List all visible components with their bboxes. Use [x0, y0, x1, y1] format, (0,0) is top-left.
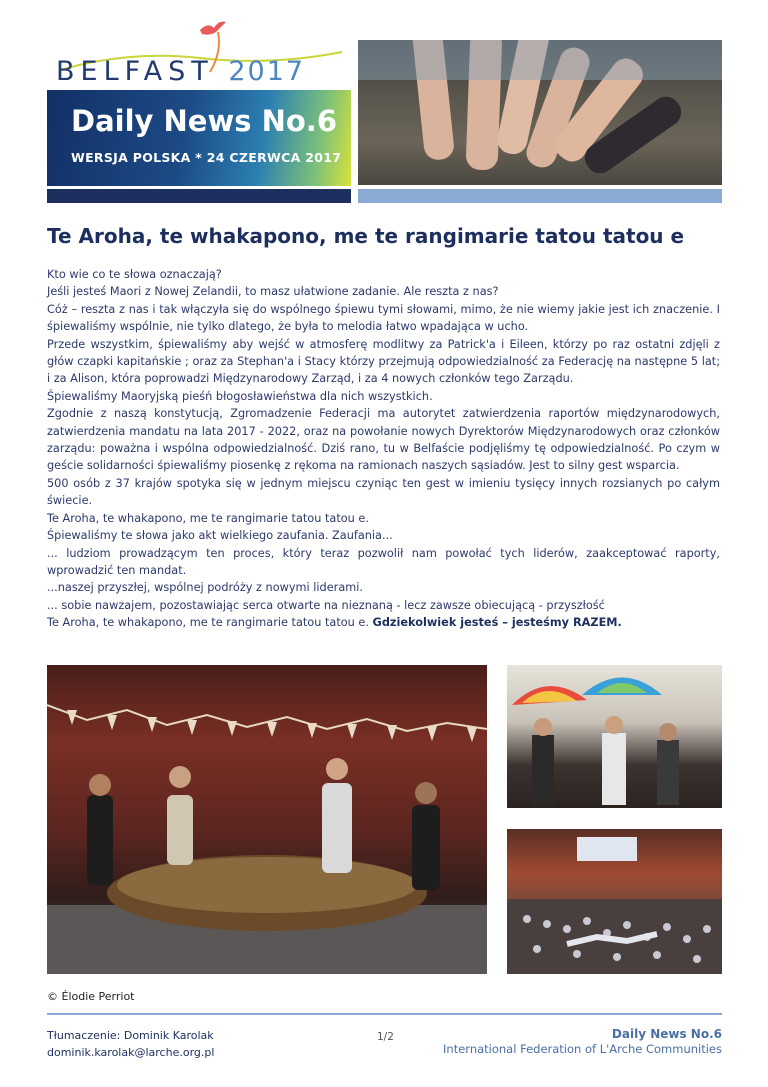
footer-newsletter-name: Daily News No.6 — [611, 1027, 722, 1041]
paragraph: Śpiewaliśmy Maoryjską pieśń błogosławieństwa dla nich wszystkich. — [47, 389, 433, 403]
photo-credit: © Élodie Perriot — [47, 990, 135, 1003]
paragraph: Zgodnie z naszą konstytucją, Zgromadzenie Federacji ma autorytet zatwierdzenia raportów międzynarodowych, zatwierdzenia mandatu na lata 2017 - 2022, oraz na powołanie nowych Dyrektorów Międzynarodowych oraz członków zarządu: poważna i wspólna odpowiedzialność. Dziś rano, tu w Belfaście podjęliśmy tę odpowiedzialność. Po czym w geście solidarności śpiewaliśmy piosenkę z rękoma na ramionach naszych sąsiadów. Jest to silny gest wsparcia. — [47, 407, 720, 473]
logo-year: 2017 — [228, 56, 306, 87]
header-photo-feet — [358, 40, 722, 185]
logo-wordmark: BELFAST 2017 — [56, 56, 306, 87]
paragraph: Przede wszystkim, śpiewaliśmy aby wejść w atmosferę modlitwy za Patrick'a i Eileen, którzy po raz ostatni zdjęli z głów czapki kapitańskie ; oraz za Stephan'a i Stacy którzy przejmują odpowiedzialność za Federację na następne 5 lat; i za Alison, która poprowadzi Międzynarodowy Zarząd, i za 4 nowych członków tego Zarządu. — [47, 337, 720, 386]
footer-organization: International Federation of L'Arche Communities — [443, 1042, 722, 1056]
paragraph: Te Aroha, te whakapono, me te rangimarie tatou tatou e. — [47, 511, 369, 525]
footer-org-block — [443, 1027, 722, 1056]
paragraph: Śpiewaliśmy te słowa jako akt wielkiego zaufania. Zaufania... — [47, 529, 393, 543]
translator-name: Tłumaczenie: Dominik Karolak — [47, 1029, 214, 1042]
newsletter-title: Daily News No.6 — [71, 104, 337, 138]
photo-ceremony-stage — [47, 665, 487, 974]
closing-line: Te Aroha, te whakapono, me te rangimarie tatou tatou e. — [47, 616, 373, 630]
photo-assembly-hall — [507, 829, 722, 974]
header-bar-light — [358, 189, 722, 203]
article-headline: Te Aroha, te whakapono, me te rangimarie tatou tatou e — [47, 224, 685, 248]
footer-translator-block — [47, 1027, 214, 1061]
closing-paragraph — [47, 614, 720, 631]
paragraph: ... sobie nawzajem, pozostawiając serca otwarte na nieznaną - lecz zawsze obiecującą - przyszłość — [47, 598, 605, 612]
closing-line-bold: Gdziekolwiek jesteś – jesteśmy RAZEM. — [372, 616, 622, 630]
page-number: 1/2 — [377, 1031, 394, 1043]
paragraph: ...naszej przyszłej, wspólnej podróży z nowymi liderami. — [47, 581, 363, 595]
belfast-logo — [50, 18, 350, 90]
umbrella-scene-icon — [507, 665, 722, 808]
newsletter-subtitle: WERSJA POLSKA * 24 CZERWCA 2017 — [71, 150, 342, 165]
paragraph: Jeśli jesteś Maori z Nowej Zelandii, to masz ułatwione zadanie. Ale reszta z nas? — [47, 285, 499, 299]
photo-umbrellas — [507, 665, 722, 808]
hall-scene-icon — [507, 829, 722, 974]
stage-scene-icon — [47, 665, 487, 974]
footer-divider — [47, 1013, 722, 1015]
paragraph: Cóż – reszta z nas i tak włączyła się do wspólnego śpiewu tymi słowami, mimo, że nie wiemy jakie jest ich znaczenie. I śpiewaliśmy wspólnie, nie tylko dlatego, że była to melodia łatwo wpadająca w ucho. — [47, 302, 720, 334]
paragraph: ... ludziom prowadzącym ten proces, który teraz pozwolił nam powołać tych liderów, zaakceptować raporty, wprowadzić ten mandat. — [47, 546, 720, 577]
paragraph: 500 osób z 37 krajów spotyka się w jednym miejscu czyniąc ten gest w imieniu tysięcy innych rozsianych po całym świecie. — [47, 476, 720, 508]
paragraph: Kto wie co te słowa oznaczają? — [47, 268, 222, 281]
article-body — [47, 266, 720, 632]
header-bar-dark — [47, 189, 351, 203]
newsletter-title-box — [47, 90, 351, 186]
dove-icon — [198, 18, 228, 40]
translator-email[interactable]: dominik.karolak@larche.org.pl — [47, 1046, 215, 1059]
